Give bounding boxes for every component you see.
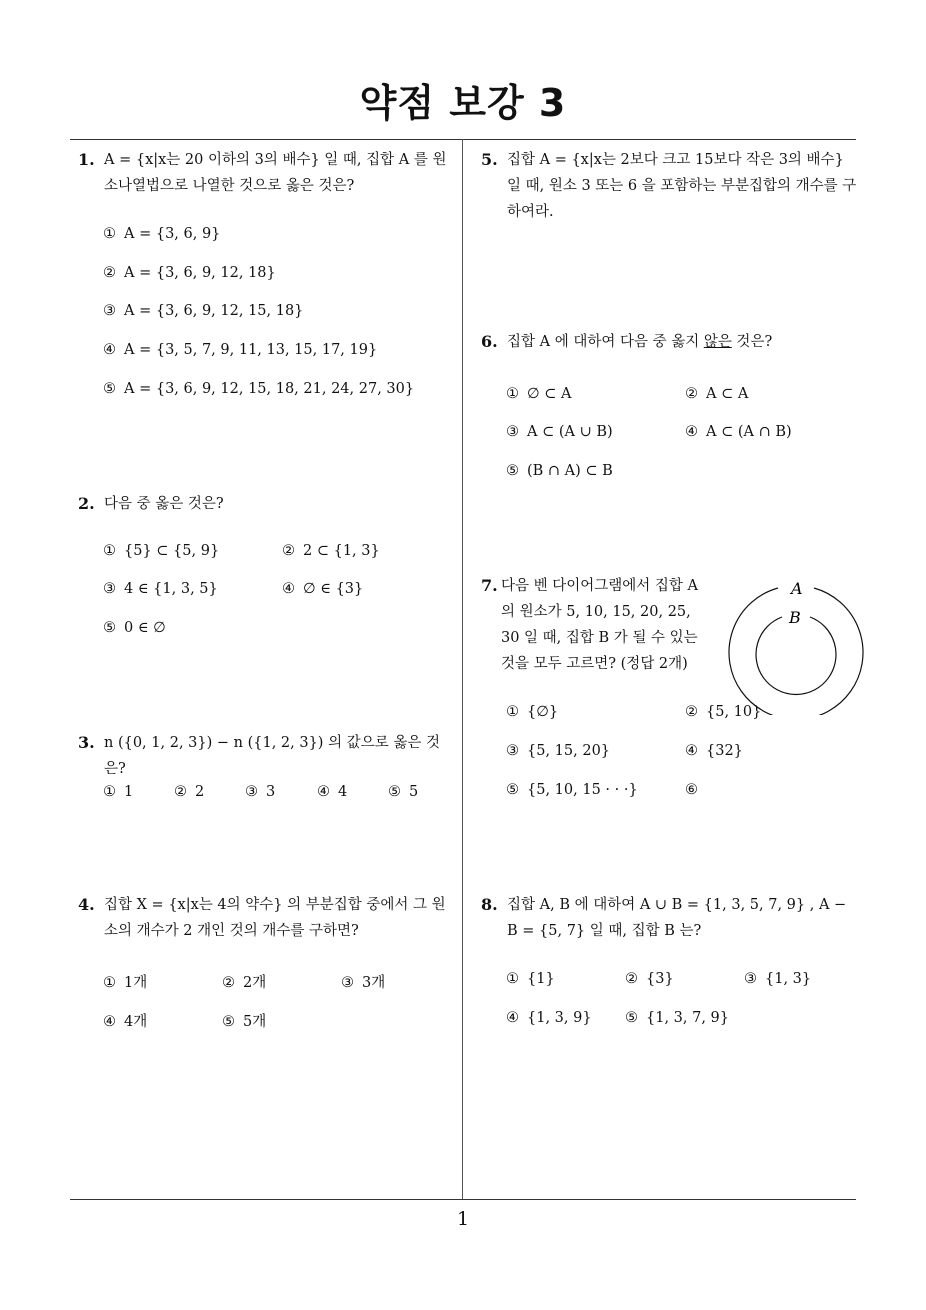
option-marker: ③ <box>341 975 354 991</box>
question-text: n ({0, 1, 2, 3}) − n ({1, 2, 3}) 의 값으로 옳은 것은? <box>104 735 440 777</box>
option-marker: ② <box>282 543 295 559</box>
option-4[interactable] <box>685 424 792 440</box>
option-2[interactable] <box>685 386 748 402</box>
option-1[interactable] <box>103 784 133 800</box>
option-text: A = {3, 6, 9, 12, 15, 18, 21, 24, 27, 30} <box>124 381 415 397</box>
option-3[interactable] <box>103 581 218 597</box>
option-marker: ③ <box>744 971 757 987</box>
option-marker: ⑤ <box>388 784 401 800</box>
question-3 <box>78 730 458 782</box>
option-2[interactable] <box>222 971 266 992</box>
option-marker: ④ <box>103 1014 116 1030</box>
question-text: 집합 A, B 에 대하여 A ∪ B = {1, 3, 5, 7, 9} , A − B = {5, 7} 일 때, 집합 B 는? <box>507 897 847 939</box>
option-1[interactable] <box>506 971 555 987</box>
option-marker: ⑤ <box>506 782 519 798</box>
option-1[interactable] <box>506 386 571 402</box>
option-text: 5개 <box>243 1014 267 1030</box>
option-3[interactable] <box>103 303 303 319</box>
option-text: 4 ∈ {1, 3, 5} <box>124 581 218 597</box>
option-marker: ① <box>506 704 519 720</box>
option-3[interactable] <box>341 971 385 992</box>
option-marker: ④ <box>685 743 698 759</box>
question-text: 집합 A 에 대하여 다음 중 옳지 <box>507 334 704 350</box>
option-4[interactable] <box>317 784 347 800</box>
option-text: {3} <box>646 971 674 987</box>
option-text: 1 <box>124 784 134 800</box>
option-marker: ⑥ <box>685 782 698 798</box>
question-4 <box>78 892 456 944</box>
option-marker: ③ <box>506 743 519 759</box>
option-text: (B ∩ A) ⊂ B <box>527 463 613 479</box>
option-marker: ⑤ <box>103 620 116 636</box>
question-number: 2. <box>78 494 95 513</box>
option-marker: ① <box>506 386 519 402</box>
question-number: 3. <box>78 733 95 752</box>
option-marker: ④ <box>103 342 116 358</box>
option-1[interactable] <box>506 704 558 720</box>
question-1 <box>78 147 456 199</box>
column-divider <box>462 139 463 1200</box>
option-marker: ④ <box>506 1010 519 1026</box>
option-2[interactable] <box>174 784 204 800</box>
option-marker: ③ <box>245 784 258 800</box>
option-3[interactable] <box>506 743 610 759</box>
option-text: 5 <box>409 784 419 800</box>
option-marker: ④ <box>317 784 330 800</box>
venn-inner-circle <box>756 617 836 694</box>
venn-diagram <box>718 575 864 715</box>
option-text: ∅ ∈ {3} <box>303 581 364 597</box>
question-text: 집합 X = {x|x는 4의 약수} 의 부분집합 중에서 그 원소의 개수가 2 개인 것의 개수를 구하면? <box>104 897 446 939</box>
option-marker: ① <box>103 975 116 991</box>
question-emphasis: 않은 <box>703 334 732 350</box>
question-number: 1. <box>78 150 95 169</box>
option-text: {1} <box>527 971 555 987</box>
option-5[interactable] <box>388 784 418 800</box>
option-text: 1개 <box>124 975 148 991</box>
option-text: 3 <box>266 784 276 800</box>
option-1[interactable] <box>103 226 220 242</box>
option-3[interactable] <box>506 424 613 440</box>
option-marker: ⑤ <box>625 1010 638 1026</box>
option-marker: ② <box>103 265 116 281</box>
question-2 <box>78 491 456 517</box>
option-4[interactable] <box>506 1010 592 1026</box>
option-1[interactable] <box>103 971 147 992</box>
option-marker: ③ <box>103 303 116 319</box>
question-7 <box>481 573 713 677</box>
option-text: {∅} <box>527 704 559 720</box>
option-marker: ② <box>222 975 235 991</box>
question-number: 4. <box>78 895 95 914</box>
option-2[interactable] <box>282 543 380 559</box>
question-6 <box>481 329 859 355</box>
option-marker: ② <box>625 971 638 987</box>
option-text: 4 <box>338 784 348 800</box>
option-text: A = {3, 5, 7, 9, 11, 13, 15, 17, 19} <box>124 342 378 358</box>
question-text: 다음 벤 다이어그램에서 집합 A 의 원소가 5, 10, 15, 20, 25, 30 일 때, 집합 B 가 될 수 있는 것을 모두 고르면? (정답 2개) <box>501 578 698 672</box>
header-rule <box>70 139 856 140</box>
option-2[interactable] <box>685 704 761 720</box>
option-text: 0 ∈ ∅ <box>124 620 166 636</box>
question-text: 다음 중 옳은 것은? <box>104 496 224 512</box>
option-marker: ③ <box>506 424 519 440</box>
venn-label-b: B <box>789 608 801 627</box>
page-number: 1 <box>456 1208 470 1230</box>
option-text: {1, 3} <box>765 971 812 987</box>
option-text: {5, 15, 20} <box>527 743 611 759</box>
question-8 <box>481 892 859 944</box>
option-marker: ① <box>103 543 116 559</box>
option-5[interactable] <box>103 381 414 397</box>
option-text: A = {3, 6, 9, 12, 15, 18} <box>124 303 304 319</box>
option-marker: ④ <box>282 581 295 597</box>
option-marker: ④ <box>685 424 698 440</box>
option-text: {1, 3, 9} <box>527 1010 592 1026</box>
option-5[interactable] <box>222 1010 266 1031</box>
question-text: A = {x|x는 20 이하의 3의 배수} 일 때, 집합 A 를 원소나열법으로 나열한 것으로 옳은 것은? <box>104 152 447 194</box>
option-4[interactable] <box>103 1010 147 1031</box>
question-text: 집합 A = {x|x는 2보다 크고 15보다 작은 3의 배수} 일 때, 원소 3 또는 6 을 포함하는 부분집합의 개수를 구하여라. <box>507 152 857 220</box>
option-2[interactable] <box>103 265 276 281</box>
page-title: 약점 보강 3 <box>359 81 567 125</box>
option-marker: ② <box>174 784 187 800</box>
option-text: A = {3, 6, 9} <box>124 226 221 242</box>
question-number: 6. <box>481 332 498 351</box>
question-number: 8. <box>481 895 498 914</box>
option-text: A ⊂ (A ∪ B) <box>527 424 613 440</box>
question-text: 것은? <box>731 334 773 350</box>
option-text: 2 <box>195 784 205 800</box>
option-1[interactable] <box>103 543 219 559</box>
option-text: {32} <box>706 743 743 759</box>
option-text: A = {3, 6, 9, 12, 18} <box>124 265 276 281</box>
option-4[interactable] <box>103 342 377 358</box>
option-4[interactable] <box>282 581 363 597</box>
question-number: 5. <box>481 150 498 169</box>
option-text: 4개 <box>124 1014 148 1030</box>
option-6[interactable] <box>685 782 706 798</box>
option-3[interactable] <box>245 784 275 800</box>
question-number: 7. <box>481 576 498 595</box>
option-marker: ⑤ <box>506 463 519 479</box>
option-marker: ① <box>506 971 519 987</box>
option-text: 2 ⊂ {1, 3} <box>303 543 380 559</box>
footer-rule <box>70 1199 856 1200</box>
option-5[interactable] <box>506 782 638 798</box>
option-2[interactable] <box>625 971 674 987</box>
option-text: A ⊂ A <box>706 386 749 402</box>
option-text: {5} ⊂ {5, 9} <box>124 543 220 559</box>
option-text: ∅ ⊂ A <box>527 386 572 402</box>
option-marker: ③ <box>103 581 116 597</box>
option-text: 3개 <box>362 975 386 991</box>
option-marker: ① <box>103 784 116 800</box>
question-5 <box>481 147 859 225</box>
option-text: A ⊂ (A ∩ B) <box>706 424 792 440</box>
option-3[interactable] <box>744 971 811 987</box>
option-text: {5, 10} <box>706 704 762 720</box>
option-text: 2개 <box>243 975 267 991</box>
option-5[interactable] <box>103 620 166 636</box>
venn-label-a: A <box>791 579 803 598</box>
option-marker: ② <box>685 704 698 720</box>
option-marker: ① <box>103 226 116 242</box>
option-4[interactable] <box>685 743 743 759</box>
option-text: {5, 10, 15 · · ·} <box>527 782 638 798</box>
option-5[interactable] <box>625 1010 729 1026</box>
option-text: {1, 3, 7, 9} <box>646 1010 730 1026</box>
option-marker: ② <box>685 386 698 402</box>
option-marker: ⑤ <box>222 1014 235 1030</box>
option-marker: ⑤ <box>103 381 116 397</box>
option-5[interactable] <box>506 463 613 479</box>
